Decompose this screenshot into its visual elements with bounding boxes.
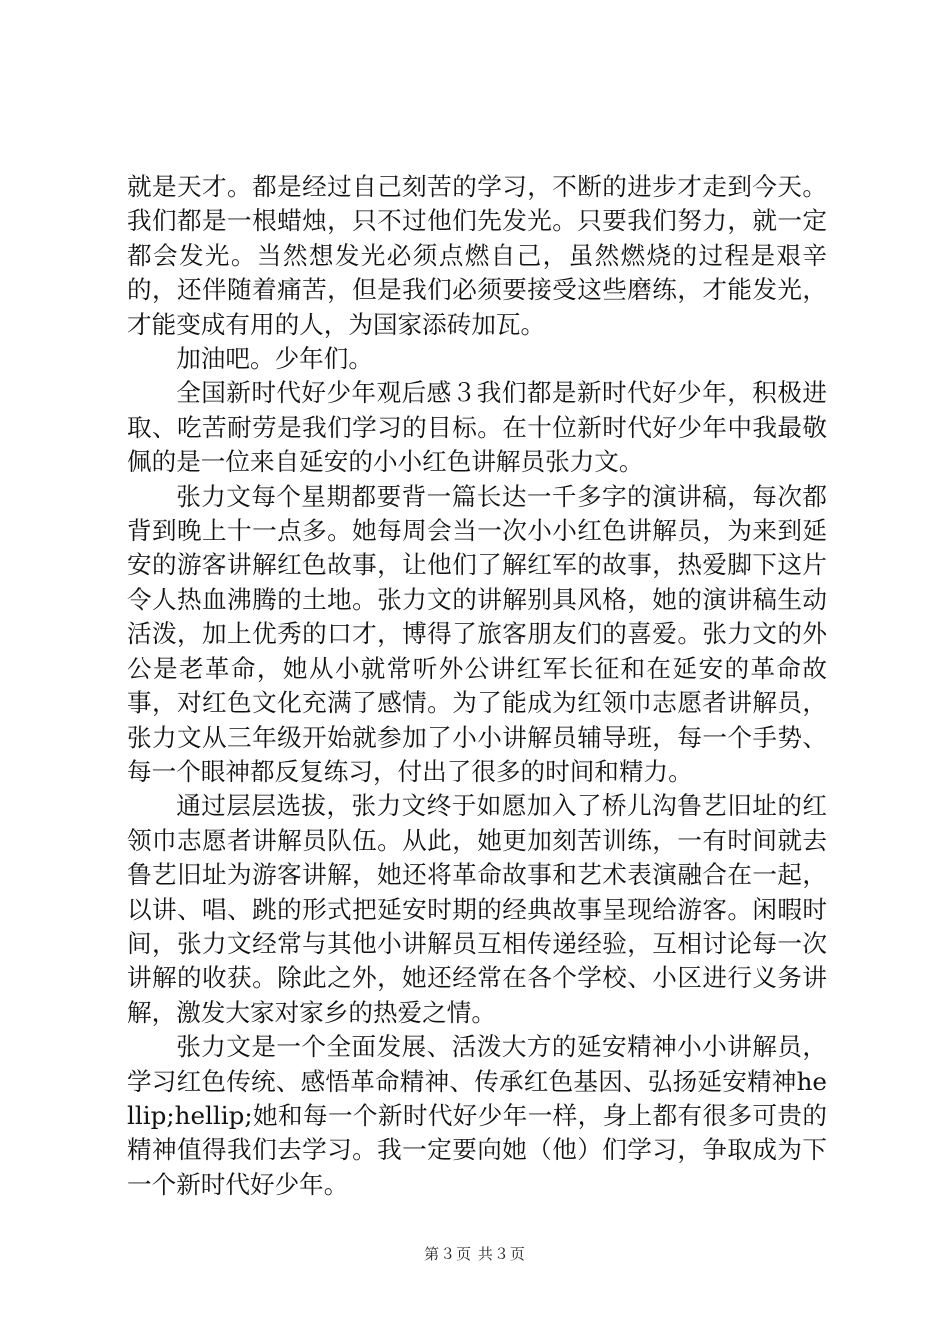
paragraph-2: 加油吧。少年们。 [176, 344, 373, 374]
page-number-footer: 第３页 共３页 [424, 1245, 526, 1263]
paragraph-3: 全国新时代好少年观后感３我们都是新时代好少年，积极进取、吃苦耐劳是我们学习的目标。在十位新时代好少年中我最敬佩的是一位来自延安的小小红色讲解员张力文。 [127, 378, 827, 477]
paragraph-4: 张力文每个星期都要背一篇长达一千多字的演讲稿，每次都背到晚上十一点多。她每周会当一次小小红色讲解员，为来到延安的游客讲解红色故事，让他们了解红军的故事，热爱脚下这片令人热血沸腾的土地。张力文的讲解别具风格，她的演讲稿生动活泼，加上优秀的口才，博得了旅客朋友们的喜爱。张力文的外公是老革命，她从小就常听外公讲红军长征和在延安的革命故事，对红色文化充满了感情。为了能成为红领巾志愿者讲解员，张力文从三年级开始就参加了小小讲解员辅导班，每一个手势、每一个眼神都反复练习，付出了很多的时间和精力。 [127, 481, 827, 786]
paragraph-5: 通过层层选拔，张力文终于如愿加入了桥儿沟鲁艺旧址的红领巾志愿者讲解员队伍。从此，她更加刻苦训练，一有时间就去鲁艺旧址为游客讲解，她还将革命故事和艺术表演融合在一起，以讲、唱、跳的形式把延安时期的经典故事呈现给游客。闲暇时间，张力文经常与其他小讲解员互相传递经验，互相讨论每一次讲解的收获。除此之外，她还经常在各个学校、小区进行义务讲解，激发大家对家乡的热爱之情。 [127, 791, 827, 1027]
paragraph-6: 张力文是一个全面发展、活泼大方的延安精神小小讲解员，学习红色传统、感悟革命精神、传承红色基因、弘扬延安精神hellip;hellip;她和每一个新时代好少年一样，身上都有很多可贵的精神值得我们去学习。我一定要向她（他）们学习，争取成为下一个新时代好少年。 [127, 1032, 827, 1199]
document-body [127, 170, 827, 1202]
paragraph-1: 就是天才。都是经过自己刻苦的学习，不断的进步才走到今天。我们都是一根蜡烛，只不过他们先发光。只要我们努力，就一定都会发光。当然想发光必须点燃自己，虽然燃烧的过程是艰辛的，还伴随着痛苦，但是我们必须要接受这些磨练，才能发光，才能变成有用的人，为国家添砖加瓦。 [127, 172, 827, 339]
